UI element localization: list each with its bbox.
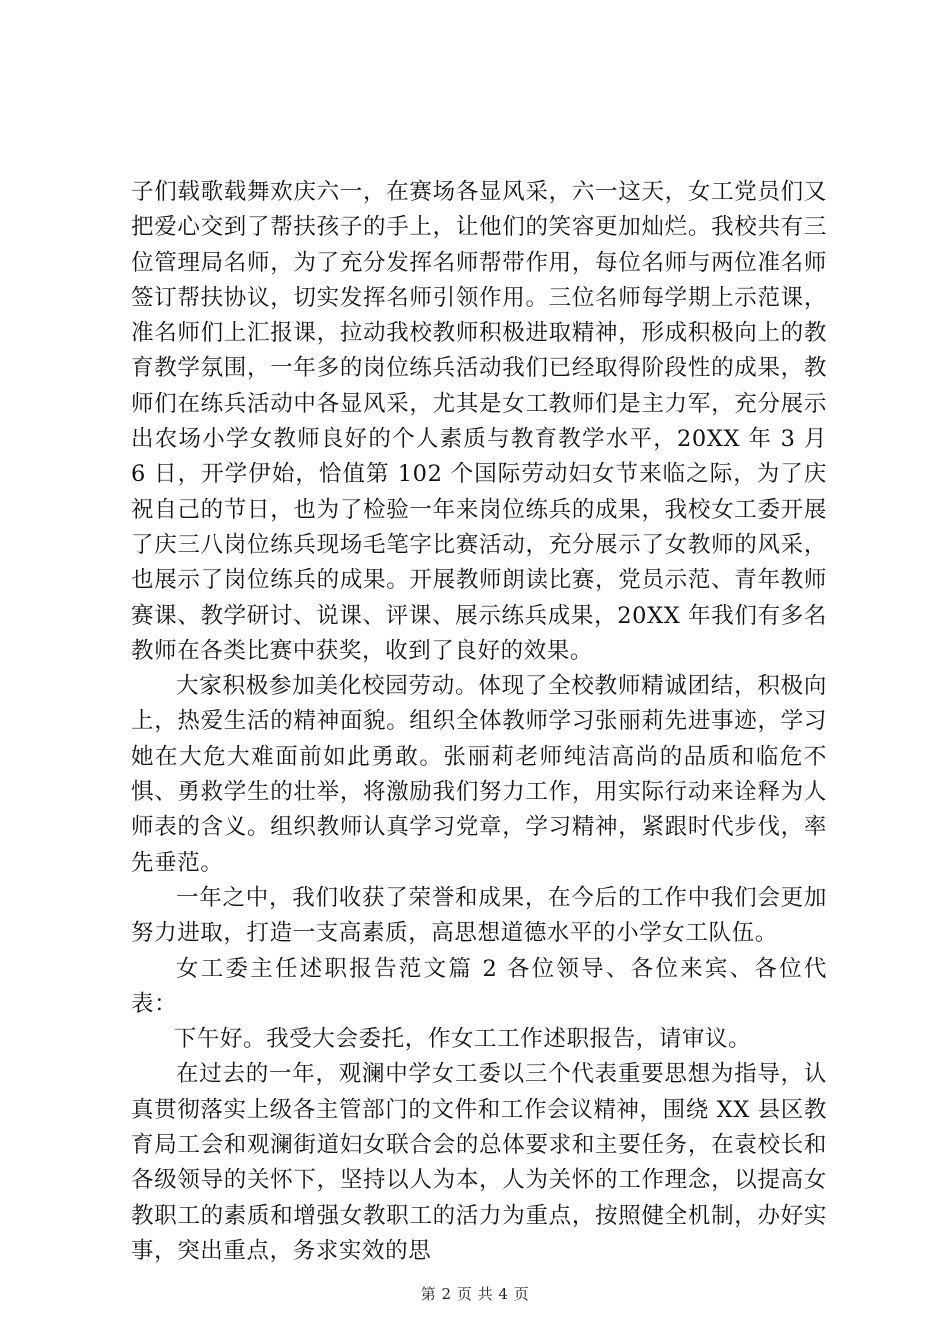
document-body xyxy=(131,175,827,1269)
paragraph-greeting: 下午好。我受大会委托，作女工工作述职报告，请审议。 xyxy=(173,1026,752,1053)
paragraph-3: 一年之中，我们收获了荣誉和成果，在今后的工作中我们会更加努力进取，打造一支高素质，高思想道德水平的小学女工队伍。 xyxy=(131,884,827,947)
paragraph-1: 子们载歌载舞欢庆六一，在赛场各显风采，六一这天，女工党员们又把爱心交到了帮扶孩子的手上，让他们的笑容更加灿烂。我校共有三位管理局名师，为了充分发挥名师帮带作用，每位名师与两位准名师签订帮扶协议，切实发挥名师引领作用。三位名师每学期上示范课，准名师们上汇报课，拉动我校教师积极进取精神，形成积极向上的教育教学氛围，一年多的岗位练兵活动我们已经取得阶段性的成果，教师们在练兵活动中各显风采，尤其是女工教师们是主力军，充分展示出农场小学女教师良好的个人素质与教育教学水平，20XX 年 3 月 6 日，开学伊始，恰值第 102 个国际劳动妇女节来临之际，为了庆祝自己的节日，也为了检验一年来岗位练兵的成果，我校女工委开展了庆三八岗位练兵现场毛笔字比赛活动，充分展示了女教师的风采，也展示了岗位练兵的成果。开展教师朗读比赛，党员示范、青年教师赛课、教学研讨、说课、评课、展示练兵成果，20XX 年我们有多名教师在各类比赛中获奖，收到了良好的效果。 xyxy=(131,179,827,664)
section-heading: 女工委主任述职报告范文篇 2 各位领导、各位来宾、各位代表： xyxy=(131,955,827,1017)
page-number-footer: 第 2 页 共 4 页 xyxy=(420,1285,530,1303)
paragraph-4: 在过去的一年，观澜中学女工委以三个代表重要思想为指导，认真贯彻落实上级各主管部门的文件和工作会议精神，围绕 XX 县区教育局工会和观澜街道妇女联合会的总体要求和主要任务，在袁校长和各级领导的关怀下，坚持以人为本，人为关怀的工作理念，以提高女教职工的素质和增强女教职工的活力为重点，按照健全机制，办好实事，突出重点，务求实效的思 xyxy=(131,1061,827,1264)
paragraph-2: 大家积极参加美化校园劳动。体现了全校教师精诚团结，积极向上，热爱生活的精神面貌。组织全体教师学习张丽莉先进事迹，学习她在大危大难面前如此勇敢。张丽莉老师纯洁高尚的品质和临危不惧、勇救学生的壮举，将激励我们努力工作，用实际行动来诠释为人师表的含义。组织教师认真学习党章，学习精神，紧跟时代步伐，率先垂范。 xyxy=(131,673,827,876)
